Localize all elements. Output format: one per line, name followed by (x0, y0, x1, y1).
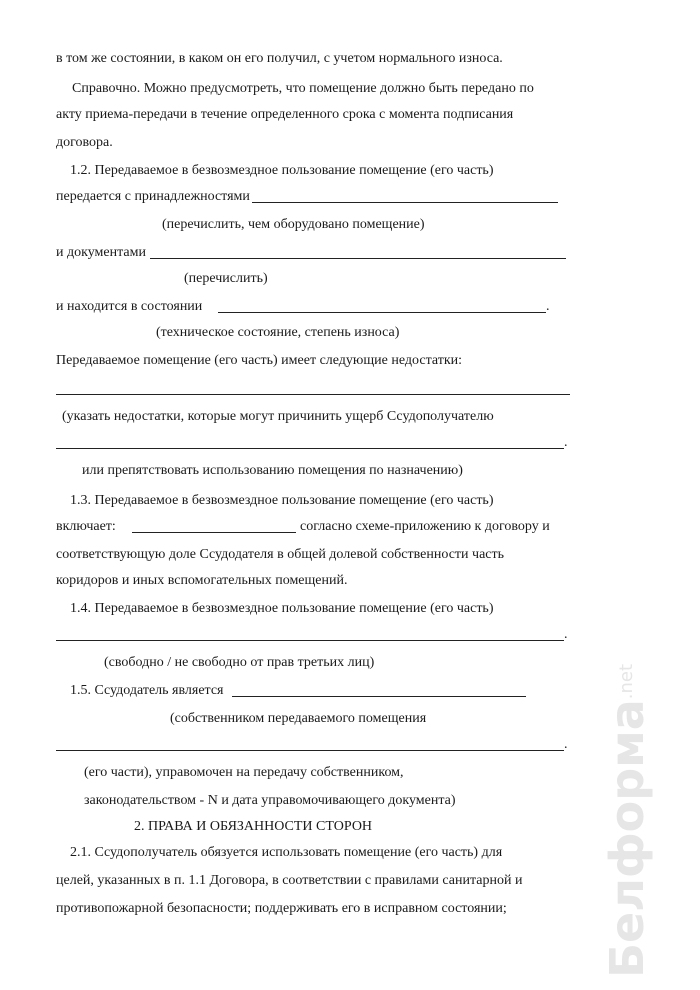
text-line-3: акту приема-передачи в течение определенного срока с момента подписания (56, 107, 514, 122)
defects-blank-1 (56, 394, 570, 395)
text-line-safety: противопожарной безопасности; поддерживать его в исправном состоянии; (56, 901, 507, 916)
lender-blank-2 (56, 750, 564, 751)
text-line-share: соответствующую доле Ссудодателя в общей долевой собственности часть (56, 547, 504, 562)
text-line-purposes: целей, указанных в п. 1.1 Договора, в соответствии с правилами санитарной и (56, 873, 523, 888)
third-party-hint: (свободно / не свободно от прав третьих лиц) (104, 655, 375, 670)
defects-blank-2 (56, 448, 564, 449)
condition-hint: (техническое состояние, степень износа) (156, 325, 400, 340)
section-2-title: 2. ПРАВА И ОБЯЗАННОСТИ СТОРОН (134, 819, 373, 834)
third-party-blank (56, 640, 564, 641)
lender-hint-1: (собственником передаваемого помещения (170, 711, 427, 726)
documents-label: и документами (56, 245, 146, 260)
defects-line: Передаваемое помещение (его часть) имеет следующие недостатки: (56, 353, 463, 368)
includes-tail: согласно схеме-приложению к договору и (300, 519, 550, 534)
condition-label: и находится в состоянии (56, 299, 203, 314)
condition-dot: . (546, 299, 550, 314)
lender-blank (232, 696, 526, 697)
watermark-logo (600, 663, 654, 978)
includes-label: включает: (56, 519, 116, 534)
clause-1-4-heading: 1.4. Передаваемое в безвозмездное пользование помещение (его часть) (70, 601, 494, 616)
defects-dot: . (564, 435, 568, 450)
accessories-blank (252, 202, 558, 203)
documents-blank (150, 258, 566, 259)
watermark-suffix: .net (616, 663, 637, 700)
lender-hint-2: (его части), управомочен на передачу собственником, (84, 765, 404, 780)
clause-1-2-heading: 1.2. Передаваемое в безвозмездное пользование помещение (его часть) (70, 163, 494, 178)
accessories-label: передается с принадлежностями (56, 189, 250, 204)
includes-blank (132, 532, 296, 533)
watermark-main: Белформа (600, 699, 654, 978)
text-line-2: Справочно. Можно предусмотреть, что помещение должно быть передано по (72, 81, 534, 96)
lender-dot: . (564, 737, 568, 752)
defects-hint-1: (указать недостатки, которые могут причинить ущерб Ссудополучателю (62, 409, 494, 424)
condition-blank (218, 312, 546, 313)
clause-1-5-label: 1.5. Ссудодатель является (70, 683, 224, 698)
accessories-hint: (перечислить, чем оборудовано помещение) (162, 217, 425, 232)
defects-hint-2: или препятствовать использованию помещения по назначению) (82, 463, 463, 478)
text-line-4: договора. (56, 135, 113, 150)
documents-hint: (перечислить) (184, 271, 268, 286)
third-party-dot: . (564, 627, 568, 642)
text-line-corridors: коридоров и иных вспомогательных помещений. (56, 573, 348, 588)
clause-1-3-heading: 1.3. Передаваемое в безвозмездное пользование помещение (его часть) (70, 493, 494, 508)
text-line-accessories (56, 188, 250, 206)
clause-2-1-heading: 2.1. Ссудополучатель обязуется использовать помещение (его часть) для (70, 845, 503, 860)
text-line-1: в том же состоянии, в каком он его получил, с учетом нормального износа. (56, 51, 503, 66)
lender-hint-3: законодательством - N и дата управомочивающего документа) (84, 793, 456, 808)
